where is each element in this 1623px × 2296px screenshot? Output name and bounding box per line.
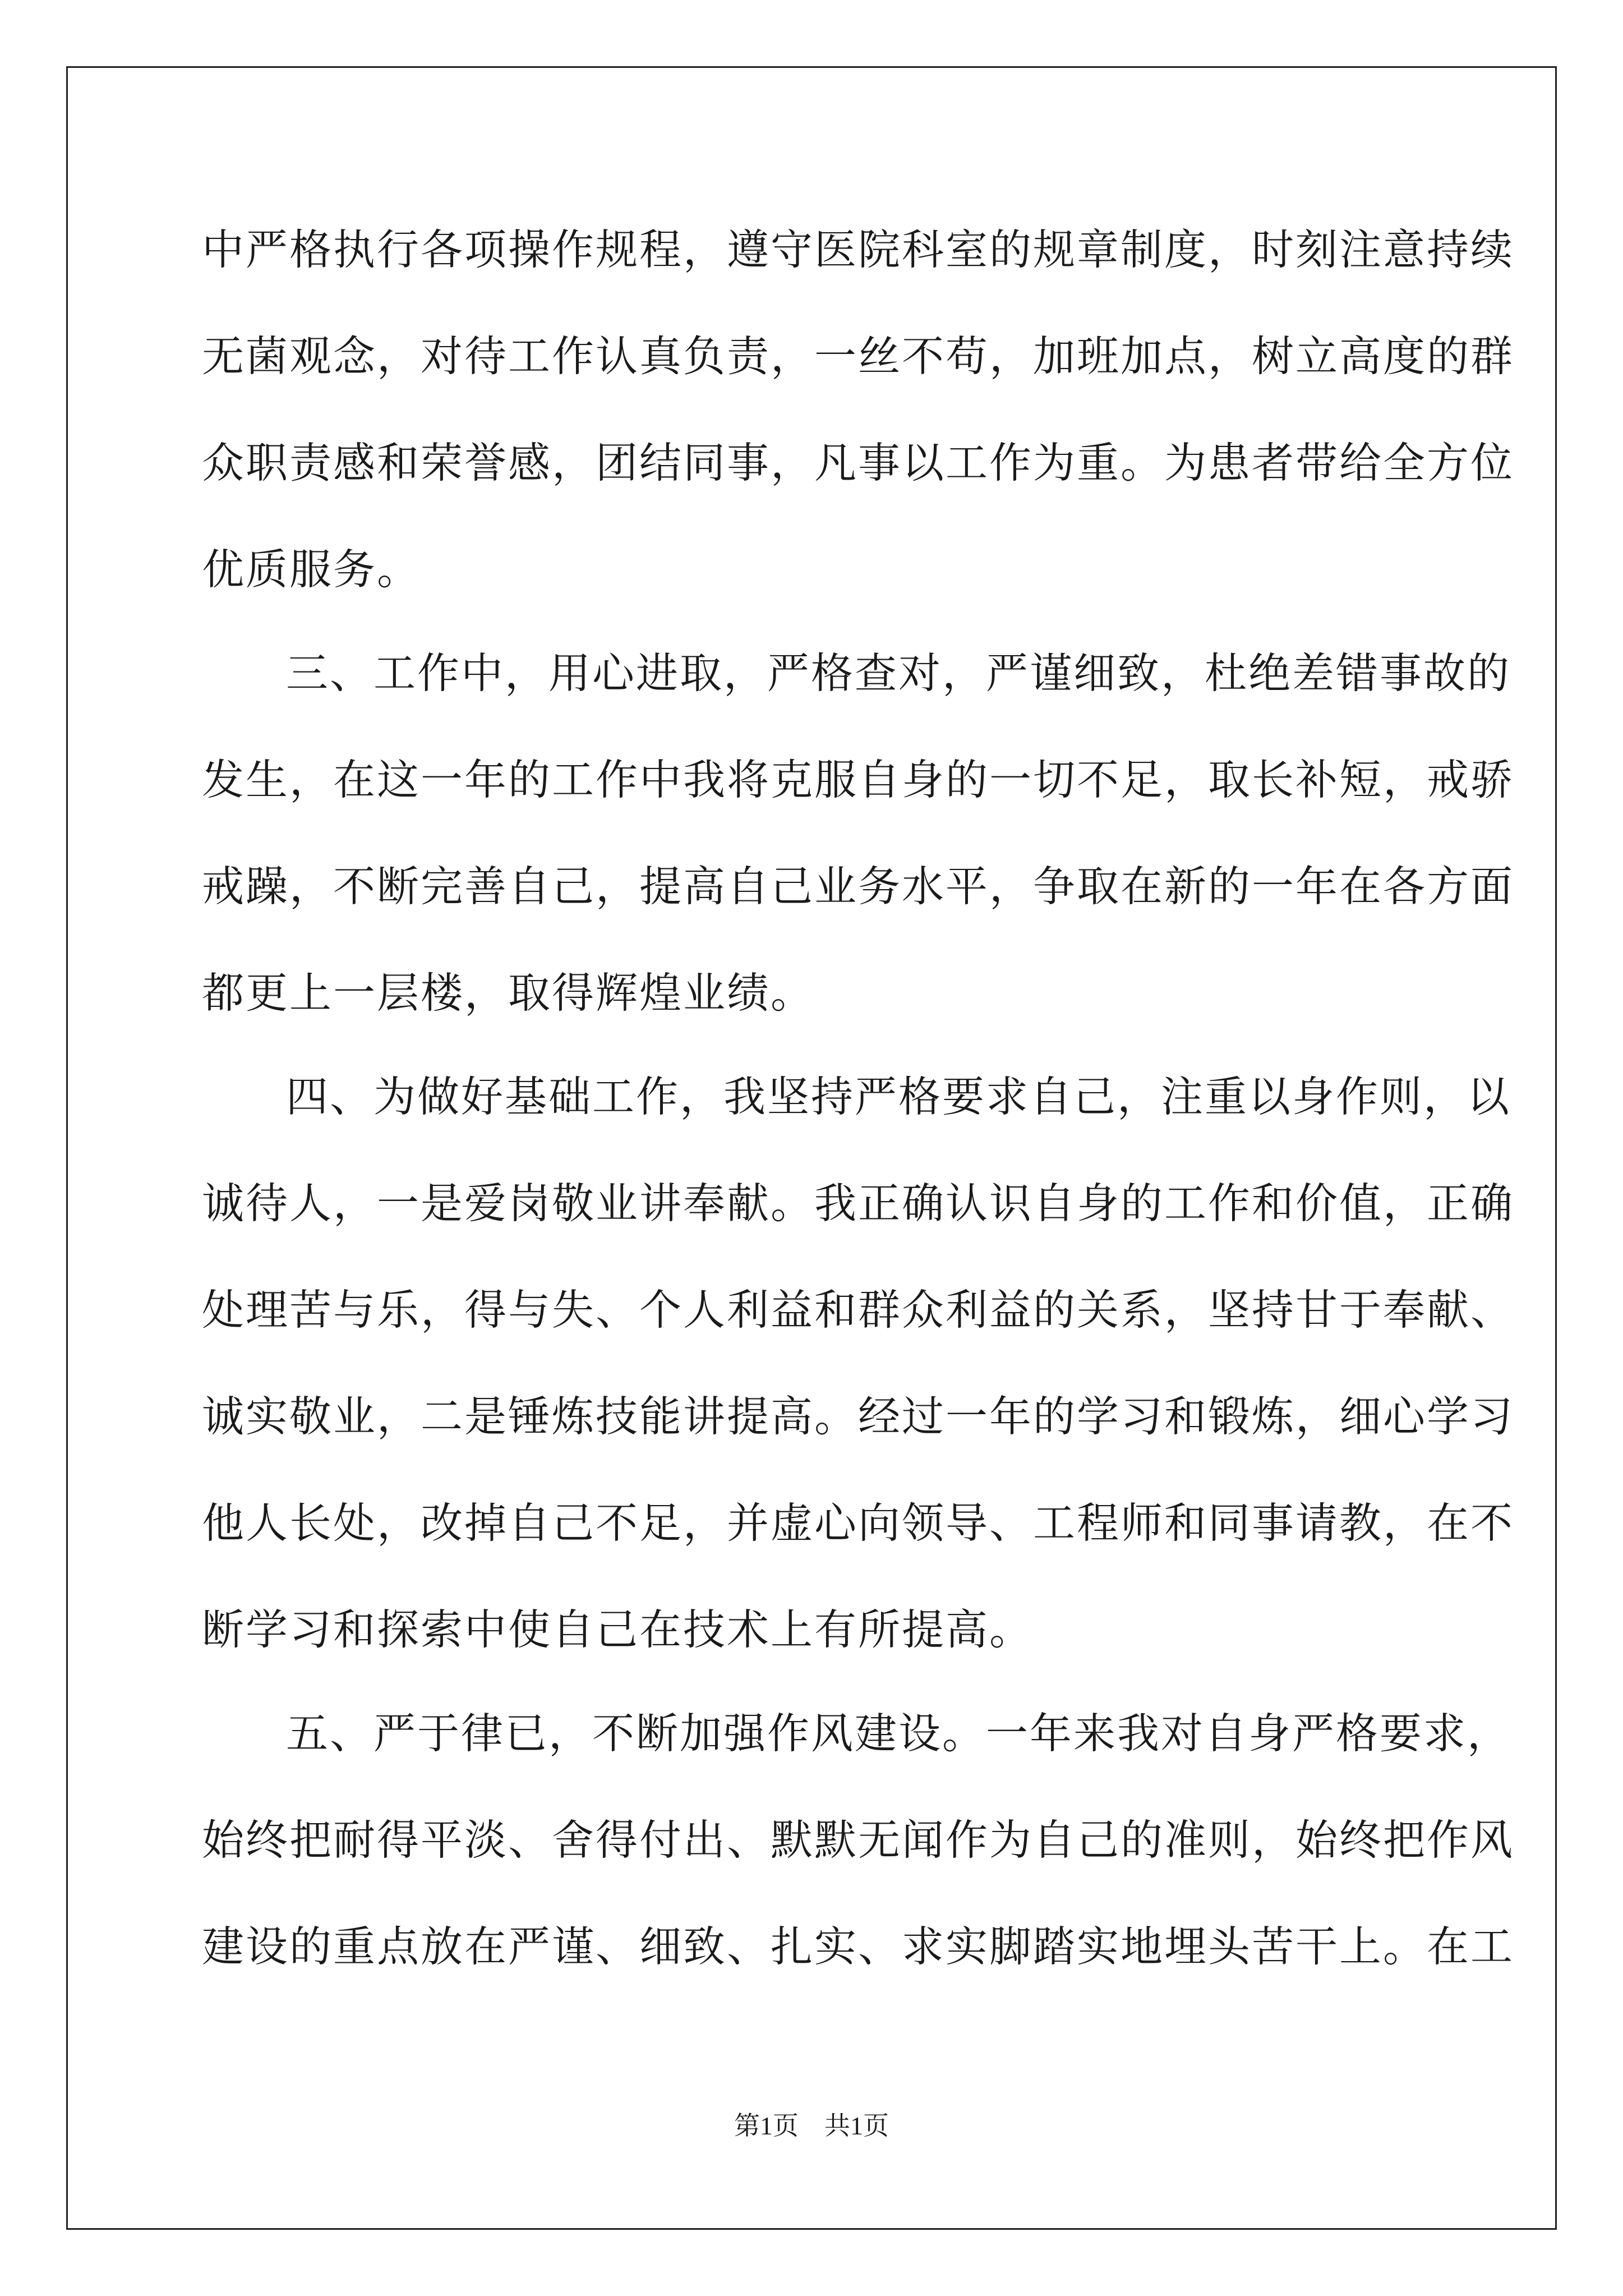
paragraph-line: 他人长处，改掉自己不足，并虚心向领导、工程师和同事请教，在不: [202, 1498, 1515, 1548]
paragraph-line: 诚待人，一是爱岗敬业讲奉献。我正确认识自身的工作和价值，正确: [202, 1179, 1515, 1228]
paragraph-line: 处理苦与乐，得与失、个人利益和群众利益的关系，坚持甘于奉献、: [202, 1285, 1515, 1335]
paragraph-line: 始终把耐得平淡、舍得付出、默默无闻作为自己的准则，始终把作风: [202, 1815, 1515, 1865]
paragraph-line: 发生，在这一年的工作中我将克服自身的一切不足，取长补短，戒骄: [202, 755, 1515, 804]
paragraph-line: 断学习和探索中使自己在技术上有所提高。: [202, 1605, 1034, 1654]
paragraph-line: 中严格执行各项操作规程，遵守医院科室的规章制度，时刻注意持续: [202, 225, 1515, 274]
paragraph-line: 诚实敬业，二是锤炼技能讲提高。经过一年的学习和锻炼，细心学习: [202, 1392, 1515, 1441]
paragraph-line: 三、工作中，用心进取，严格查对，严谨细致，杜绝差错事故的: [286, 648, 1511, 698]
paragraph-line: 五、严于律已，不断加强作风建设。一年来我对自身严格要求，: [286, 1709, 1511, 1758]
paragraph-line: 四、为做好基础工作，我坚持严格要求自己，注重以身作则，以: [286, 1072, 1511, 1121]
paragraph-line: 戒躁，不断完善自己，提高自己业务水平，争取在新的一年在各方面: [202, 862, 1515, 911]
page-number-footer: 第1页 共1页: [734, 2111, 889, 2140]
paragraph-line: 都更上一层楼，取得辉煌业绩。: [202, 968, 815, 1018]
paragraph-line: 众职责感和荣誉感，团结同事，凡事以工作为重。为患者带给全方位: [202, 438, 1515, 487]
page-border: [66, 66, 1557, 2230]
paragraph-line: 建设的重点放在严谨、细致、扎实、求实脚踏实地埋头苦干上。在工: [202, 1922, 1515, 1971]
paragraph-line: 无菌观念，对待工作认真负责，一丝不苟，加班加点，树立高度的群: [202, 332, 1515, 381]
paragraph-line: 优质服务。: [202, 545, 421, 594]
